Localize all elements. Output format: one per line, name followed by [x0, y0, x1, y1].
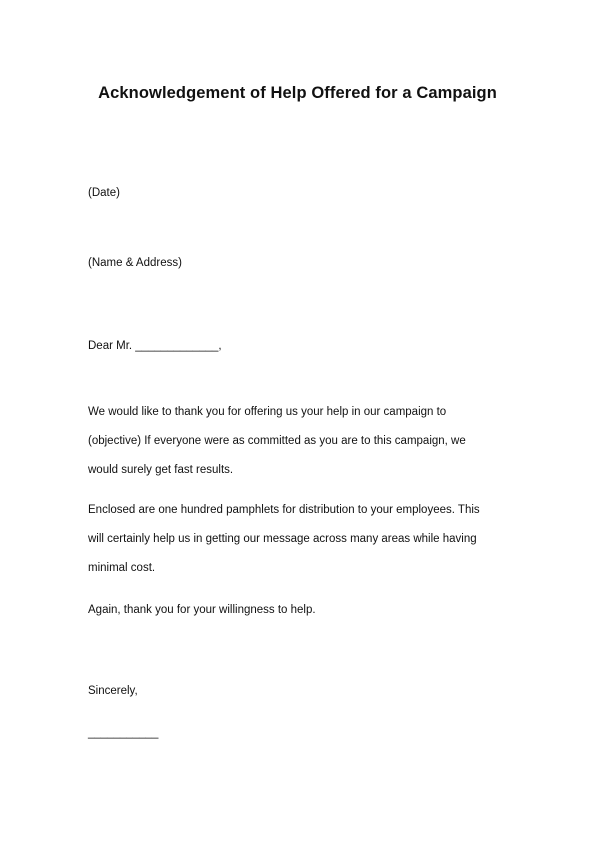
paragraph-line: will certainly help us in getting our message across many areas while having — [88, 533, 477, 545]
paragraph-line: (objective) If everyone were as committed as you are to this campaign, we — [88, 435, 466, 447]
paragraph-line: Enclosed are one hundred pamphlets for distribution to your employees. This — [88, 504, 480, 516]
body-paragraph-2 — [88, 496, 508, 583]
salutation: Dear Mr. _____________, — [88, 340, 222, 352]
paragraph-line: would surely get fast results. — [88, 464, 234, 476]
body-paragraph-1 — [88, 398, 508, 485]
paragraph-line: minimal cost. — [88, 562, 156, 574]
name-address-placeholder: (Name & Address) — [88, 257, 182, 269]
document-title: Acknowledgement of Help Offered for a Campaign — [98, 84, 497, 102]
closing: Sincerely, — [88, 685, 138, 697]
body-paragraph-3: Again, thank you for your willingness to help. — [88, 604, 316, 616]
signature-line: ___________ — [88, 727, 159, 739]
date-placeholder: (Date) — [88, 187, 120, 199]
paragraph-line: We would like to thank you for offering us your help in our campaign to — [88, 406, 447, 418]
